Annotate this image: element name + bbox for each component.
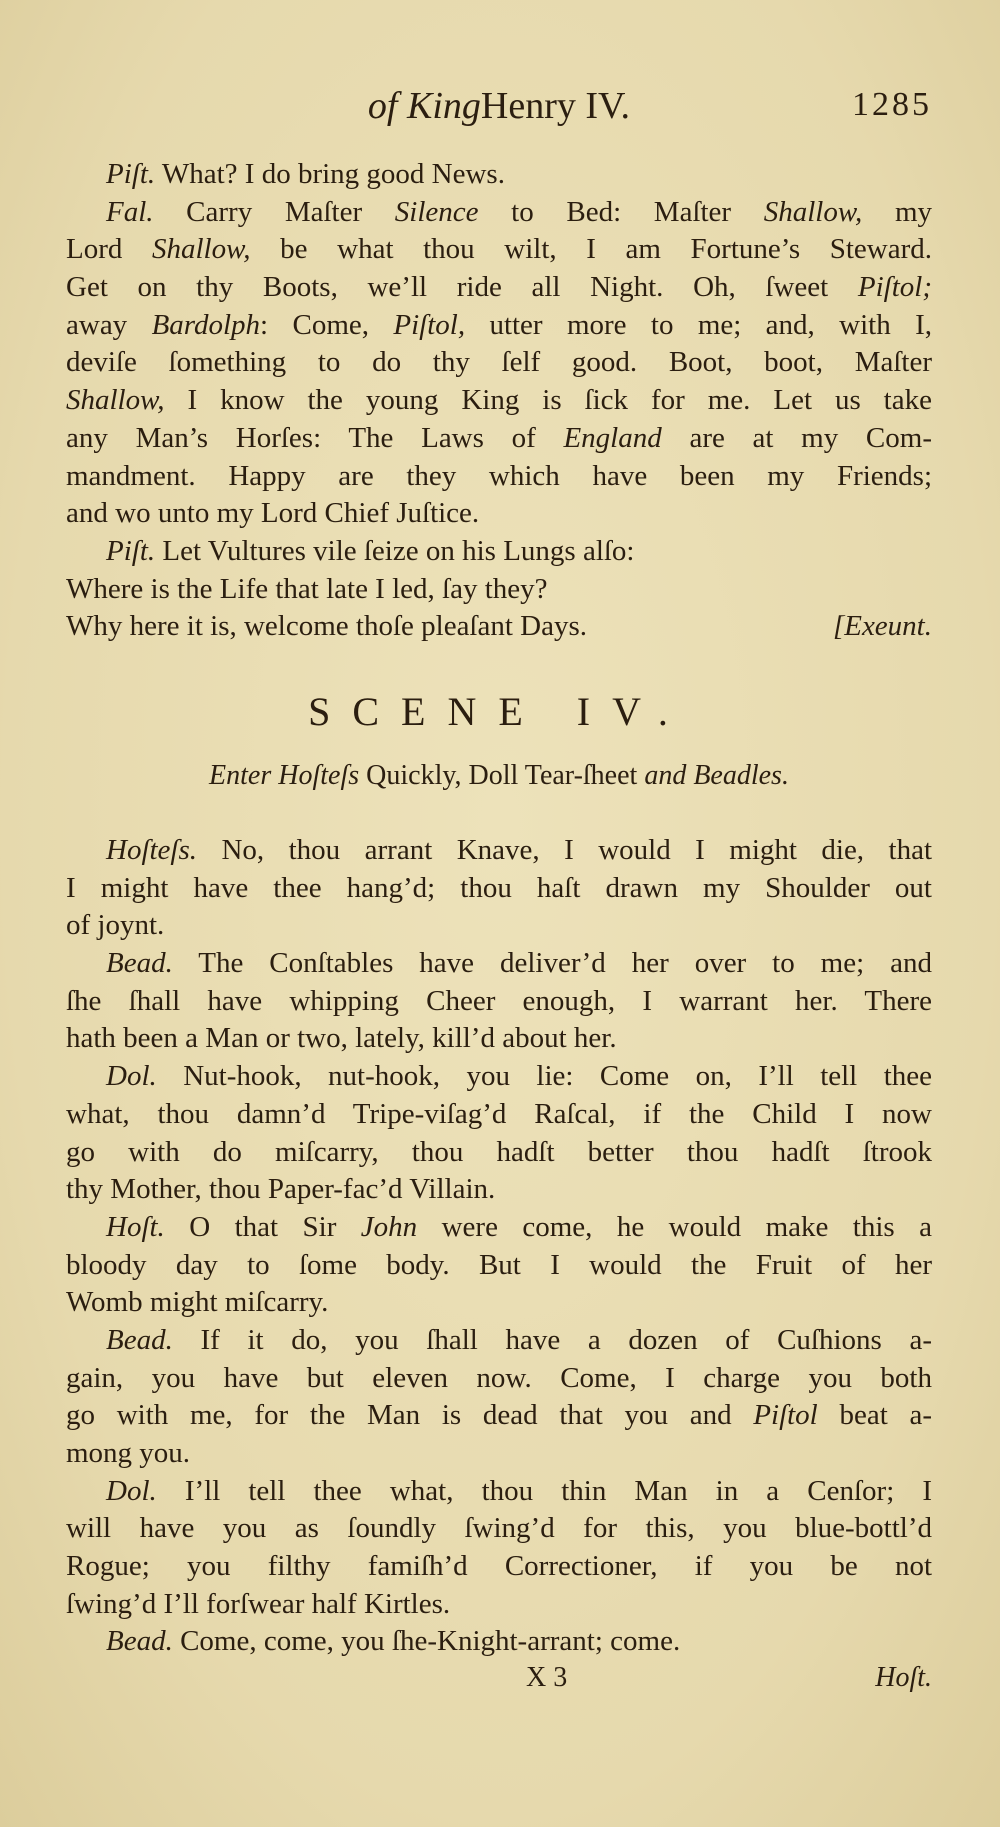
text-line — [66, 1510, 932, 1548]
text-line — [66, 1360, 932, 1398]
italic-text: Dol. — [106, 1060, 157, 1093]
italic-text: Shallow, — [151, 233, 251, 266]
italic-text: John — [360, 1210, 418, 1243]
title-prefix: of — [367, 85, 398, 127]
italic-text: Piſtol, — [393, 308, 466, 341]
italic-text: Fal. — [106, 195, 154, 228]
text-line — [66, 1473, 932, 1511]
italic-text: and Beadles. — [644, 760, 789, 791]
text-line — [66, 1397, 932, 1435]
text-run: mong you. — [66, 1437, 191, 1469]
text-run: will have you as ſoundly ſwing’d for this, you blue-bottl’d — [66, 1512, 932, 1545]
text-line — [66, 231, 932, 269]
text-line — [66, 1435, 932, 1473]
text-run: Why here it is, welcome thoſe pleaſant Days. — [66, 610, 588, 643]
text-run: Carry Maſter — [153, 195, 395, 228]
catchword: Hoſt. — [875, 1662, 932, 1693]
text-line — [66, 608, 932, 646]
text-line — [66, 1247, 932, 1285]
text-line — [66, 382, 932, 420]
text-run: What? I do bring good News. — [155, 158, 505, 190]
running-title — [66, 84, 932, 128]
text-line — [66, 156, 932, 194]
text-line — [66, 495, 932, 533]
italic-text: Dol. — [106, 1474, 157, 1507]
text-run: away — [66, 308, 152, 341]
italic-text: Shallow, — [763, 195, 863, 228]
text-line — [66, 1134, 932, 1172]
text-line — [66, 1209, 932, 1247]
text-run: of joynt. — [66, 909, 165, 942]
italic-text: Bardolph — [151, 308, 261, 341]
text-run: and wo unto my Lord Chief Juſtice. — [66, 497, 480, 530]
page-footer — [66, 1662, 932, 1702]
text-run: The Conſtables have deliver’d her over to me; and — [172, 947, 932, 980]
italic-text: Hoſt. — [106, 1210, 165, 1243]
scene-heading: SCENE IV. — [308, 689, 690, 734]
text-run: Come, come, you ſhe-Knight-arrant; come. — [172, 1625, 681, 1658]
text-line — [66, 1058, 932, 1096]
signature-mark: X 3 — [526, 1662, 568, 1693]
text-run: : Come, — [260, 308, 394, 341]
text-run: were come, he would make this a — [417, 1210, 932, 1243]
text-line — [66, 1623, 932, 1661]
text-run: what, thou damn’d Tripe-viſag’d Raſcal, if the Child I now — [66, 1097, 932, 1130]
text-run: I might have thee hang’d; thou haſt drawn my Shoulder out — [66, 871, 932, 904]
text-line — [66, 344, 932, 382]
text-line — [66, 307, 932, 345]
text-run: Quickly, Doll Tear-ſheet — [359, 760, 645, 791]
italic-text: Hoſteſs. — [106, 834, 198, 866]
text-run: go with me, for the Man is dead that you and — [66, 1399, 754, 1432]
stage-direction — [66, 760, 932, 792]
italic-text: Piſtol — [753, 1399, 818, 1432]
text-run: go with do miſcarry, thou hadſt better thou hadſt ſtrook — [66, 1135, 932, 1168]
italic-text: Silence — [394, 195, 479, 228]
text-line — [66, 1586, 932, 1624]
title-italic: King — [406, 85, 481, 127]
text-block-act-end — [66, 156, 932, 646]
text-run: thy Mother, thou Paper-fac’d Villain. — [66, 1173, 496, 1206]
text-line — [66, 571, 932, 609]
text-line — [66, 1096, 932, 1134]
text-run: be what thou wilt, I am Fortune’s Steward. — [250, 233, 932, 266]
text-run: Womb might miſcarry. — [66, 1286, 329, 1319]
stage-direction-exeunt: [Exeunt. — [832, 610, 932, 643]
text-run: bloody day to ſome body. But I would the Fruit of her — [66, 1248, 932, 1281]
text-line — [66, 420, 932, 458]
italic-text: Piſt. — [106, 158, 156, 190]
text-run: deviſe ſomething to do thy ſelf good. Boot, boot, Maſter — [66, 346, 932, 379]
text-run: my — [862, 195, 932, 228]
italic-text: England — [563, 421, 662, 454]
text-run: Lord — [66, 233, 152, 266]
italic-text: Enter Hoſteſs — [209, 760, 360, 791]
text-line — [66, 458, 932, 496]
text-run: ſwing’d I’ll forſwear half Kirtles. — [66, 1587, 451, 1620]
page-number: 1285 — [852, 86, 932, 123]
text-line — [66, 907, 932, 945]
page-header — [66, 84, 932, 134]
text-run: Nut-hook, nut-hook, you lie: Come on, I’ll tell thee — [156, 1060, 932, 1093]
italic-text: Piſtol; — [857, 271, 932, 304]
text-line — [66, 1322, 932, 1360]
text-run: Get on thy Boots, we’ll ride all Night. Oh, ſweet — [66, 271, 858, 304]
text-run: mandment. Happy are they which have been my Friends; — [66, 459, 932, 492]
text-run: hath been a Man or two, lately, kill’d about her. — [66, 1022, 617, 1055]
italic-text: Bead. — [106, 1625, 173, 1658]
text-run: ſhe ſhall have whipping Cheer enough, I warrant her. There — [66, 984, 932, 1017]
text-run: No, thou arrant Knave, I would I might die, that — [197, 834, 932, 866]
text-line — [66, 1284, 932, 1322]
text-line — [66, 983, 932, 1021]
text-run: any Man’s Horſes: The Laws of — [66, 421, 564, 454]
text-run: to Bed: Maſter — [478, 195, 764, 228]
italic-text: Bead. — [106, 1323, 173, 1356]
text-run: gain, you have but eleven now. Come, I charge you both — [66, 1361, 932, 1394]
italic-text: Bead. — [106, 947, 173, 980]
text-run: If it do, you ſhall have a dozen of Cuſhions a- — [172, 1323, 932, 1356]
text-run: utter more to me; and, with I, — [465, 308, 933, 341]
text-run: are at my Com- — [661, 421, 932, 454]
text-line — [66, 945, 932, 983]
text-run: I know the young King is ſick for me. Let us take — [164, 384, 932, 417]
text-line — [66, 870, 932, 908]
text-line — [66, 832, 932, 870]
text-line — [66, 269, 932, 307]
text-line — [66, 533, 932, 571]
text-line — [66, 194, 932, 232]
text-run: I’ll tell thee what, thou thin Man in a Cenſor; I — [156, 1474, 932, 1507]
italic-text: Shallow, — [66, 384, 165, 417]
text-block-scene-iv — [66, 832, 932, 1661]
text-line — [66, 1548, 932, 1586]
italic-text: Piſt. — [106, 534, 156, 567]
text-line — [66, 1171, 932, 1209]
text-run: O that Sir — [164, 1210, 361, 1243]
text-run: Rogue; you filthy famiſh’d Correctioner, if you be not — [66, 1550, 932, 1583]
text-run: beat a- — [817, 1399, 932, 1432]
text-run: Where is the Life that late I led, ſay they? — [66, 572, 548, 605]
title-main: Henry IV. — [480, 85, 631, 127]
text-line — [66, 1020, 932, 1058]
text-run: Let Vultures vile ſeize on his Lungs alſo: — [155, 534, 635, 567]
